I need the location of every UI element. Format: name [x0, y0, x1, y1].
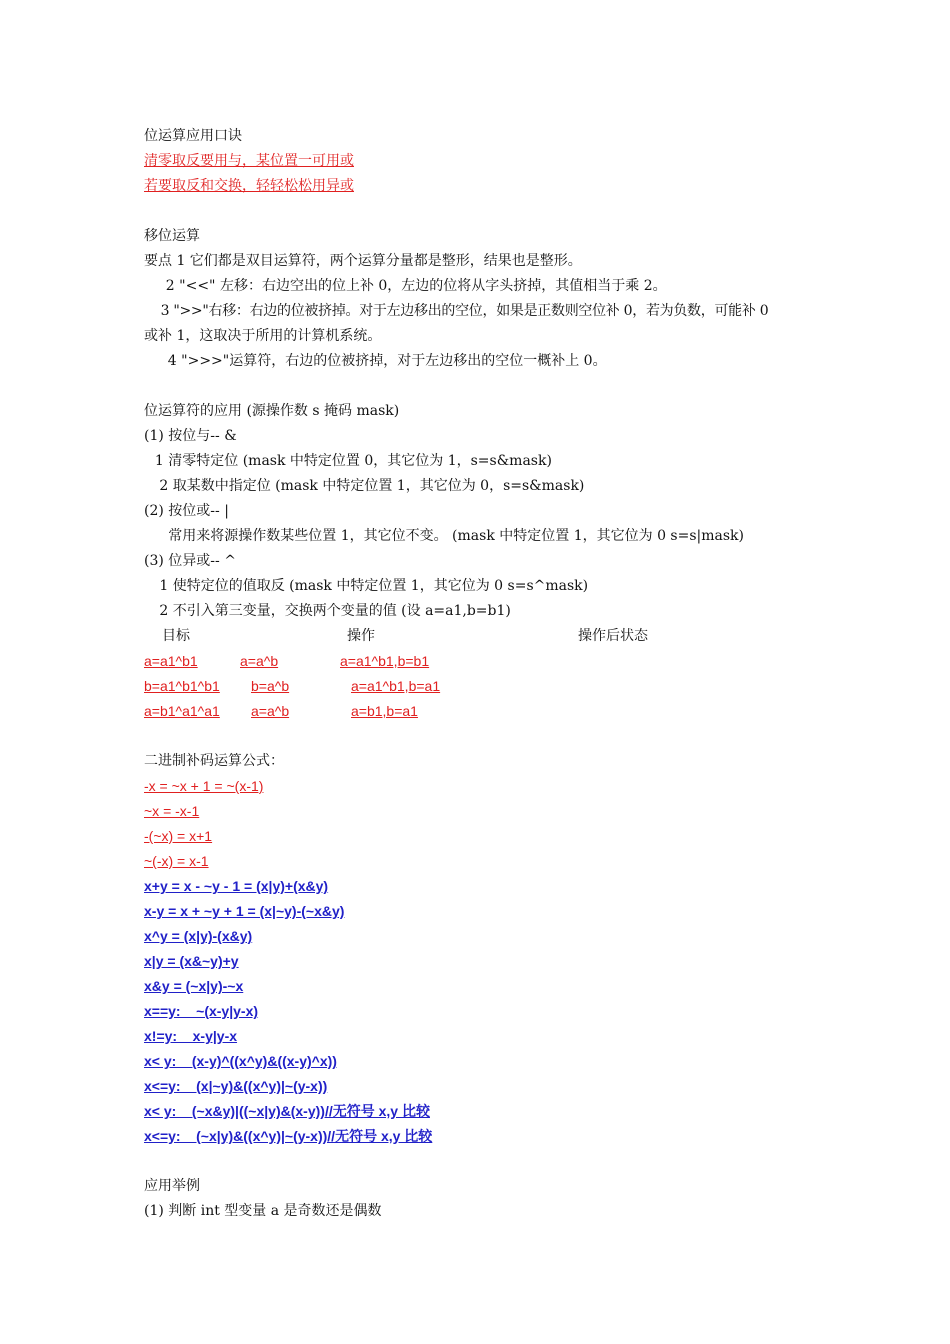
table-row-3-op: a=a^b: [251, 703, 290, 719]
formula-blue-1: x+y = x - ~y - 1 = (x|y)+(x&y): [144, 878, 329, 894]
section-title-complement: 二进制补码运算公式：: [144, 753, 284, 769]
table-header-state: 操作后状态: [578, 628, 648, 644]
formula-red-3: -(~x) = x+1: [144, 828, 213, 844]
formula-blue-3: x^y = (x|y)-(x&y): [144, 928, 253, 944]
formula-blue-4: x|y = (x&~y)+y: [144, 953, 239, 969]
formula-red-1: -x = ~x + 1 = ~(x-1): [144, 778, 264, 794]
apply-xor-2: 2 不引入第三变量，交换两个变量的值 (设 a=a1,b=b1): [146, 603, 511, 619]
apply-or-1: 常用来将源操作数某些位置 1，其它位不变。 (mask 中特定位置 1，其它位为 0 s=s|mask): [146, 528, 744, 544]
shift-point-2: 2 "<<" 左移：右边空出的位上补 0，左边的位将从字头挤掉，其值相当于乘 2。: [148, 278, 667, 294]
formula-blue-6: x==y: ~(x-y|y-x): [144, 1003, 259, 1019]
apply-or: (2) 按位或-- |: [144, 503, 229, 519]
table-header-operation: 操作: [347, 628, 375, 644]
table-row-1-target: a=a1^b1: [144, 653, 198, 669]
table-row-2-op: b=a^b: [251, 678, 290, 694]
apply-xor: (3) 位异或-- ^: [144, 553, 236, 569]
mnemonic-line-1: 清零取反要用与，某位置一可用或: [144, 153, 354, 169]
section-title-shift: 移位运算: [144, 228, 200, 244]
table-row-3-state: a=b1,b=a1: [351, 703, 418, 719]
formula-blue-11: x<=y: (~x|y)&((x^y)|~(y-x))//无符号 x,y 比较: [144, 1128, 433, 1144]
apply-xor-1: 1 使特定位的值取反 (mask 中特定位置 1，其它位为 0 s=s^mask): [146, 578, 589, 594]
formula-blue-5: x&y = (~x|y)-~x: [144, 978, 244, 994]
apply-and-2: 2 取某数中指定位 (mask 中特定位置 1，其它位为 0，s=s&mask): [146, 478, 585, 494]
table-row-1-op: a=a^b: [240, 653, 279, 669]
shift-point-1: 要点 1 它们都是双目运算符，两个运算分量都是整形，结果也是整形。: [144, 253, 582, 269]
mnemonic-line-2: 若要取反和交换，轻轻松松用异或: [144, 178, 354, 194]
section-title-apply: 位运算符的应用 (源操作数 s 掩码 mask): [144, 403, 400, 419]
section-title-mnemonic: 位运算应用口诀: [144, 128, 242, 144]
formula-blue-10: x< y: (~x&y)|((~x|y)&(x-y))//无符号 x,y 比较: [144, 1103, 430, 1119]
apply-and-1: 1 清零特定位 (mask 中特定位置 0，其它位为 1，s=s&mask): [146, 453, 552, 469]
formula-blue-2: x-y = x + ~y + 1 = (x|~y)-(~x&y): [144, 903, 345, 919]
table-row-1-state: a=a1^b1,b=b1: [340, 653, 430, 669]
table-row-2-state: a=a1^b1,b=a1: [351, 678, 441, 694]
formula-red-2: ~x = -x-1: [144, 803, 200, 819]
section-title-examples: 应用举例: [144, 1178, 200, 1194]
apply-and: (1) 按位与-- &: [144, 428, 237, 444]
table-header-target: 目标: [162, 628, 190, 644]
shift-point-4: 4 ">>>"运算符，右边的位被挤掉，对于左边移出的空位一概补上 0。: [150, 353, 607, 369]
formula-blue-7: x!=y: x-y|y-x: [144, 1028, 238, 1044]
formula-red-4: ~(-x) = x-1: [144, 853, 209, 869]
formula-blue-8: x< y: (x-y)^((x^y)&((x-y)^x)): [144, 1053, 337, 1069]
shift-point-3-cont: 或补 1，这取决于所用的计算机系统。: [144, 328, 382, 344]
shift-point-3: 3 ">>"右移：右边的位被挤掉。对于左边移出的空位，如果是正数则空位补 0，若为负数，可能补 0: [144, 303, 769, 319]
table-row-2-target: b=a1^b1^b1: [144, 678, 220, 694]
table-row-3-target: a=b1^a1^a1: [144, 703, 220, 719]
formula-blue-9: x<=y: (x|~y)&((x^y)|~(y-x)): [144, 1078, 328, 1094]
example-item-1: (1) 判断 int 型变量 a 是奇数还是偶数: [144, 1203, 382, 1219]
